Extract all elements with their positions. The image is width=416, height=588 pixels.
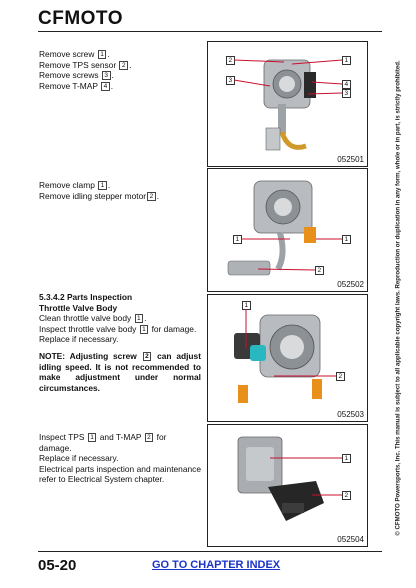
- figure-callout: 1: [342, 235, 351, 244]
- step4-instructions: [39, 432, 201, 485]
- ref-callout: 1: [98, 181, 107, 190]
- page-number: 05-20: [38, 557, 77, 574]
- section-line: Replace if necessary.: [39, 334, 119, 345]
- figure-callout: 3: [226, 76, 235, 85]
- footer-divider: [38, 551, 382, 552]
- step2-line: Remove clamp 1 .: [39, 180, 111, 190]
- figure-052503: [207, 294, 368, 422]
- section-title: 5.3.4.2 Parts Inspection: [39, 292, 133, 302]
- ref-callout: 1: [98, 50, 107, 59]
- callout-leaders: [208, 425, 367, 546]
- ref-callout: 1: [88, 433, 97, 442]
- ref-callout: 2: [143, 352, 152, 361]
- ref-callout: 4: [101, 82, 110, 91]
- ref-callout: 3: [102, 71, 111, 80]
- figure-callout: 2: [342, 491, 351, 500]
- figure-callout: 1: [242, 301, 251, 310]
- step1-line: Remove TPS sensor 2 .: [39, 59, 132, 70]
- figure-number: 052504: [337, 535, 364, 544]
- step2-instructions: [39, 180, 201, 201]
- ref-callout: 1: [135, 314, 144, 323]
- figure-callout: 1: [342, 56, 351, 65]
- step1-line: Remove T-MAP 4 .: [39, 80, 114, 91]
- callout-leaders: [208, 295, 367, 421]
- section-note: NOTE: Adjusting screw 2 can adjust idling speed. It is not recommended to make adjustment under normal circumstances.: [39, 350, 201, 393]
- brand-logo-text: CFMOTO: [38, 8, 123, 29]
- section-line: Inspect throttle valve body 1 for damage.: [39, 323, 197, 334]
- inspection-section: [39, 292, 201, 393]
- figure-callout: 4: [342, 80, 351, 89]
- callout-leaders: [208, 169, 367, 291]
- section-subtitle: Throttle Valve Body: [39, 302, 118, 313]
- ref-callout: 2: [147, 192, 156, 201]
- step4-line: Replace if necessary.: [39, 453, 119, 464]
- callout-leaders: [208, 42, 367, 166]
- figure-052504: [207, 424, 368, 547]
- step1-line: Remove screw 1 .: [39, 49, 110, 59]
- figure-callout: 2: [226, 56, 235, 65]
- ref-callout: 1: [140, 325, 149, 334]
- figure-052501: [207, 41, 368, 167]
- figure-052502: [207, 168, 368, 292]
- figure-callout: 1: [233, 235, 242, 244]
- step1-instructions: [39, 49, 201, 91]
- step1-line: Remove screws 3 .: [39, 70, 114, 81]
- chapter-index-link[interactable]: GO TO CHAPTER INDEX: [152, 559, 281, 571]
- ref-callout: 2: [119, 61, 128, 70]
- figure-callout: 3: [342, 89, 351, 98]
- step4-line: Inspect TPS 1 and T-MAP 2 for damage.: [39, 432, 167, 453]
- figure-callout: 1: [342, 454, 351, 463]
- header-divider: [38, 31, 382, 32]
- step4-line: Electrical parts inspection and maintenance refer to Electrical System chapter.: [39, 463, 201, 485]
- figure-number: 052503: [337, 410, 364, 419]
- ref-callout: 2: [145, 433, 154, 442]
- section-line: Clean throttle valve body 1 .: [39, 313, 147, 324]
- copyright-notice: © CFMOTO Powersports, Inc. This manual is subject to all applicable copyright laws. Reproduction or duplication in any form, whole or in part, is strictly prohibited.: [394, 60, 402, 536]
- figure-number: 052501: [337, 155, 364, 164]
- step2-line: Remove idling stepper motor 2 .: [39, 190, 160, 201]
- figure-callout: 2: [336, 372, 345, 381]
- figure-number: 052502: [337, 280, 364, 289]
- figure-callout: 2: [315, 266, 324, 275]
